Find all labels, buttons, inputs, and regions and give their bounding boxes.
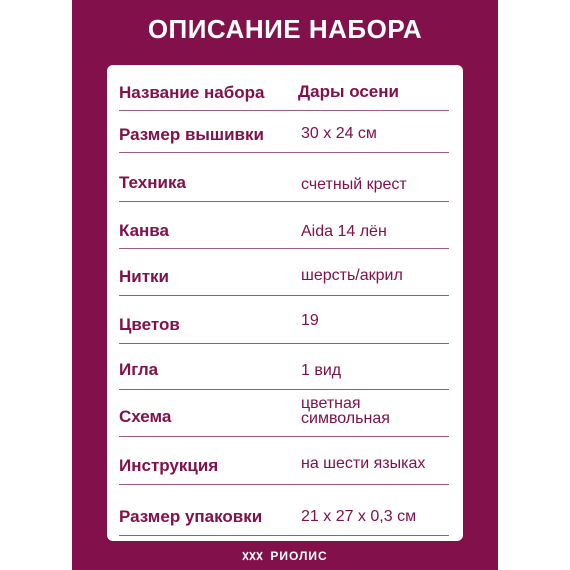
spec-value-line2: символьная <box>301 410 390 427</box>
divider <box>119 201 449 202</box>
divider <box>119 436 449 437</box>
spec-value: шерсть/акрил <box>301 267 403 284</box>
spec-value-line1: цветная <box>301 395 361 412</box>
spec-card <box>107 65 463 541</box>
spec-value: Дары осени <box>298 82 399 101</box>
spec-label: Цветов <box>119 315 180 334</box>
divider <box>119 343 449 344</box>
brand-name: РИОЛИС <box>270 549 328 563</box>
spec-value: 19 <box>301 312 319 329</box>
spec-label: Нитки <box>119 267 170 286</box>
divider <box>119 110 449 111</box>
page-title: ОПИСАНИЕ НАБОРА <box>147 14 423 44</box>
spec-value: 1 вид <box>301 362 342 379</box>
brand-logo-icon <box>242 551 264 561</box>
spec-label: Игла <box>119 360 159 379</box>
brand-footer <box>72 546 498 566</box>
spec-label: Название набора <box>119 83 265 102</box>
spec-value: 30 х 24 см <box>301 125 377 142</box>
divider <box>119 152 449 153</box>
divider <box>119 484 449 485</box>
spec-value: Aida 14 лён <box>301 223 387 240</box>
spec-value: 21 х 27 х 0,3 см <box>301 508 417 525</box>
spec-label: Инструкция <box>119 456 219 475</box>
divider <box>119 389 449 390</box>
divider <box>119 295 449 296</box>
spec-label: Размер вышивки <box>119 125 264 144</box>
divider <box>119 248 449 249</box>
spec-label: Размер упаковки <box>119 507 263 526</box>
divider <box>119 535 449 536</box>
spec-label: Схема <box>119 407 172 426</box>
spec-value: на шести языках <box>301 455 426 472</box>
spec-label: Техника <box>119 173 186 192</box>
spec-value: счетный крест <box>301 176 407 193</box>
spec-label: Канва <box>119 221 169 240</box>
